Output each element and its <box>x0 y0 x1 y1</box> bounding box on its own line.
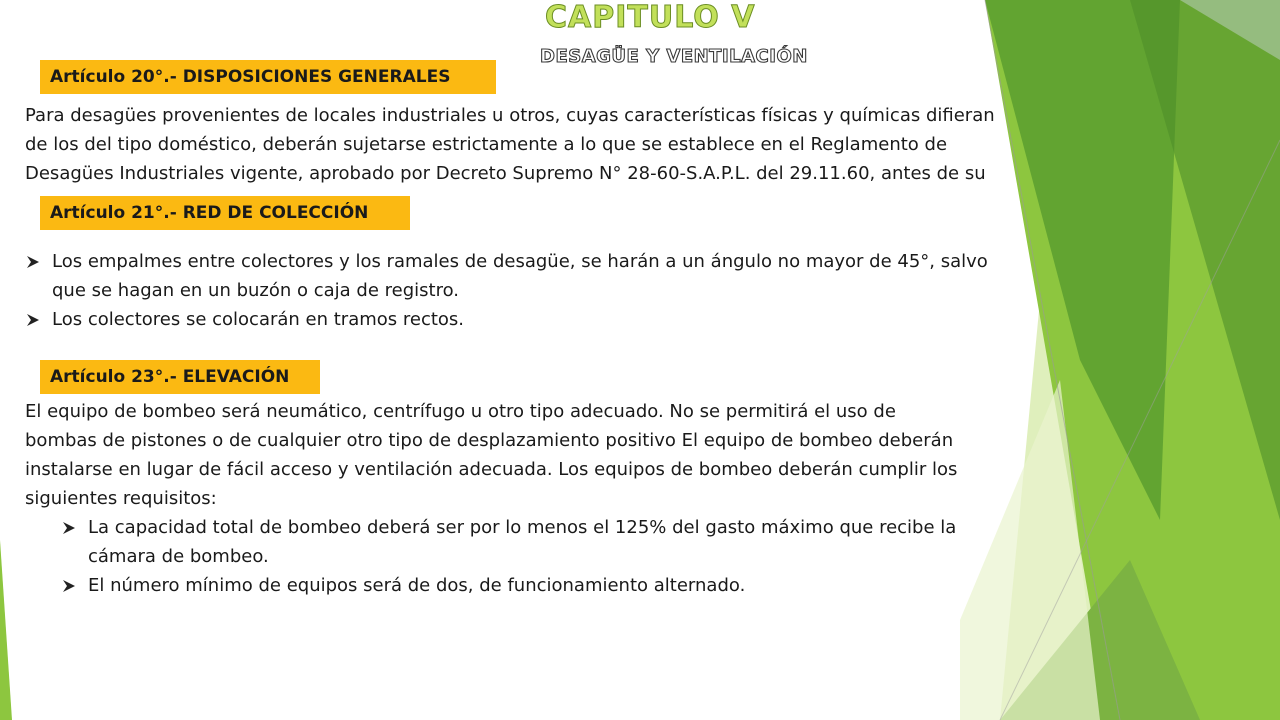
article-20-line: Para desagües provenientes de locales industriales u otros, cuyas características físicas y químicas difieran <box>25 105 995 126</box>
article-20-body <box>25 101 995 188</box>
chapter-subtitle: DESAGÜE Y VENTILACIÓN <box>540 46 808 67</box>
bullet-line: cámara de bombeo. <box>88 546 269 567</box>
article-20-line: de los del tipo doméstico, deberán sujetarse estrictamente a lo que se establece en el Reglamento de <box>25 134 948 155</box>
article-23-list <box>60 513 956 600</box>
bullet-line: La capacidad total de bombeo deberá ser por lo menos el 125% del gasto máximo que recibe la <box>88 517 957 538</box>
bullet-line: que se hagan en un buzón o caja de registro. <box>52 280 459 301</box>
arrow-bullet-icon <box>26 313 40 327</box>
bullet-line: Los empalmes entre colectores y los ramales de desagüe, se harán a un ángulo no mayor de 45°, salvo <box>52 251 988 272</box>
chapter-title: CAPITULO V <box>545 0 756 35</box>
list-item <box>24 305 988 334</box>
arrow-bullet-icon <box>62 521 76 535</box>
bullet-line: El número mínimo de equipos será de dos, de funcionamiento alternado. <box>88 575 746 596</box>
article-20-header: Artículo 20°.- DISPOSICIONES GENERALES <box>40 60 496 94</box>
article-23-line: El equipo de bombeo será neumático, centrífugo u otro tipo adecuado. No se permitirá el uso de <box>25 401 896 422</box>
article-23-line: siguientes requisitos: <box>25 488 217 509</box>
arrow-bullet-icon <box>26 255 40 269</box>
list-item <box>60 513 956 571</box>
article-23-line: bombas de pistones o de cualquier otro tipo de desplazamiento positivo El equipo de bombeo deberán <box>25 430 954 451</box>
arrow-bullet-icon <box>62 579 76 593</box>
bullet-line: Los colectores se colocarán en tramos rectos. <box>52 309 465 330</box>
article-20-line: Desagües Industriales vigente, aprobado por Decreto Supremo N° 28-60-S.A.P.L. del 29.11.60, antes de su <box>25 163 986 184</box>
article-21-header: Artículo 21°.- RED DE COLECCIÓN <box>40 196 410 230</box>
article-23-body <box>25 397 957 513</box>
article-21-list <box>24 247 988 334</box>
article-23-line: instalarse en lugar de fácil acceso y ventilación adecuada. Los equipos de bombeo deberán cumplir los <box>25 459 958 480</box>
list-item <box>60 571 956 600</box>
list-item <box>24 247 988 305</box>
article-23-header: Artículo 23°.- ELEVACIÓN <box>40 360 320 394</box>
